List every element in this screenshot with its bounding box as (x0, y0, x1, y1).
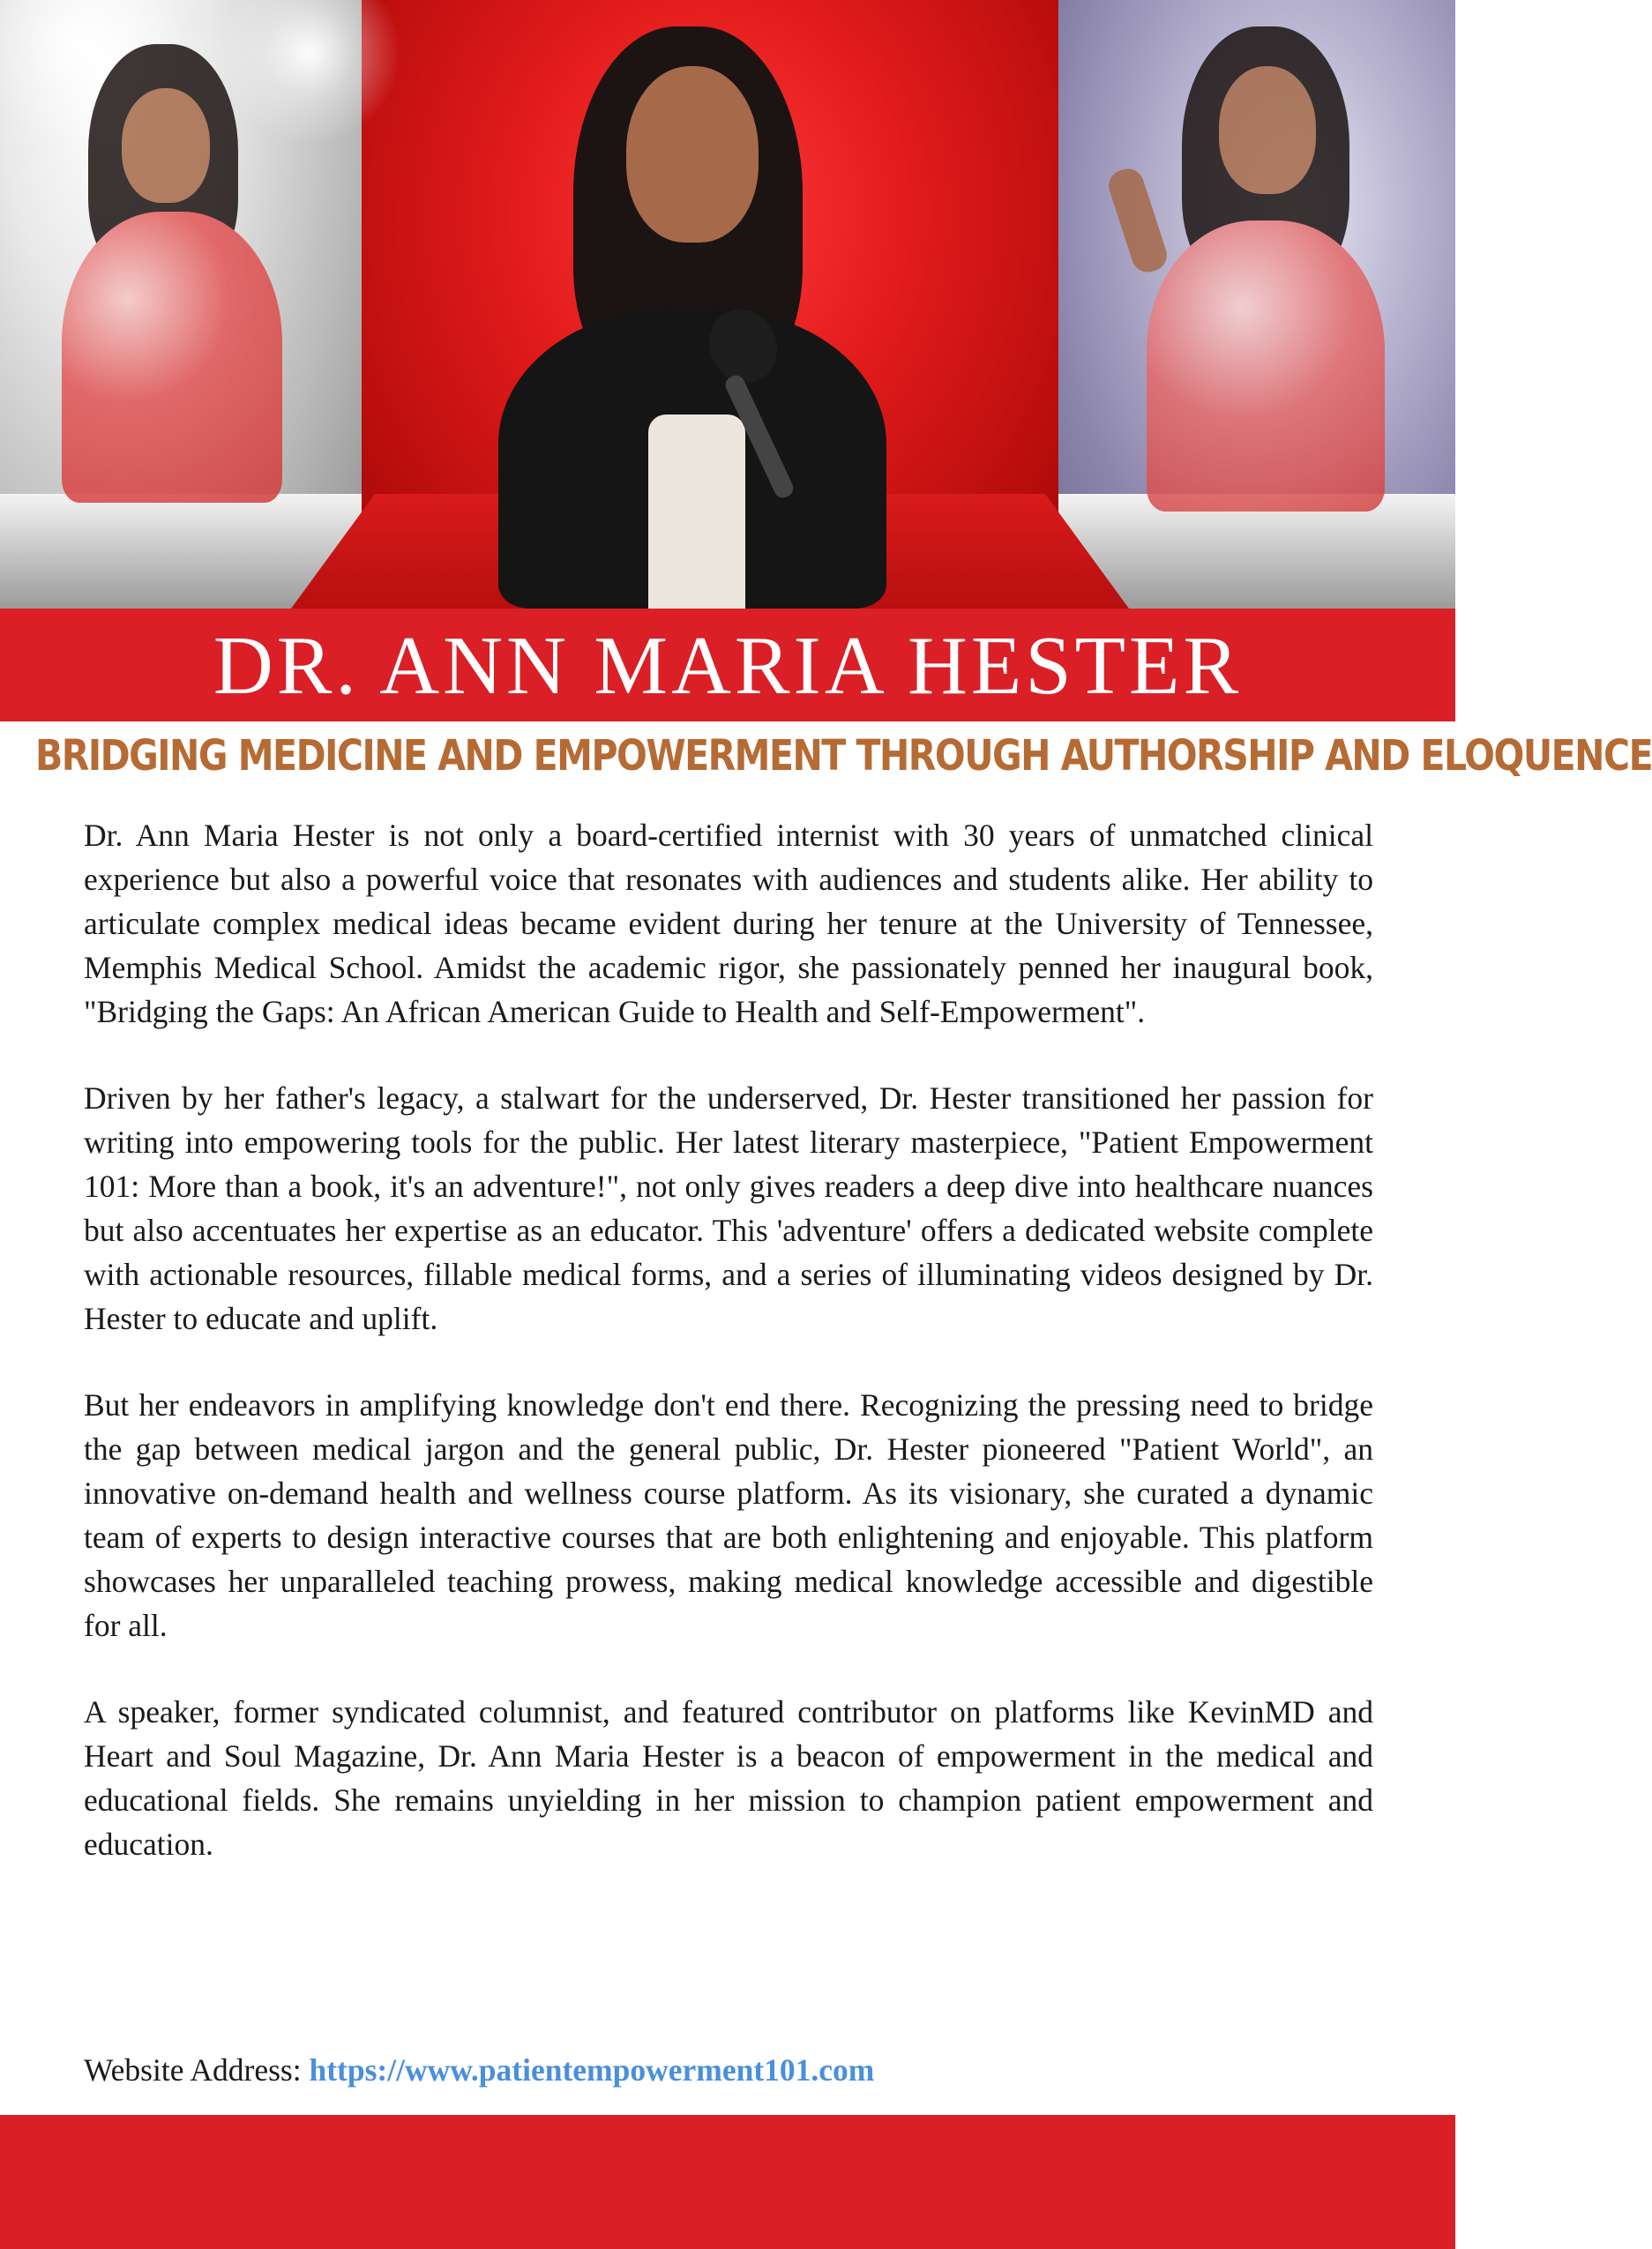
bio-paragraph: Dr. Ann Maria Hester is not only a board-certified internist with 30 years of unmatched clinical experience but also a powerful voice that resonates with audiences and students alike. Her ability to articulate complex medical ideas became evident during her tenure at the University of Tennessee, Memphis Medical School. Amidst the academic rigor, she passionately penned her inaugural book, "Bridging the Gaps: An African American Guide to Health and Self-Empowerment". (84, 818, 1373, 1029)
bio-paragraph: Driven by her father's legacy, a stalwart for the underserved, Dr. Hester transitioned her passion for writing into empowering tools for the public. Her latest literary masterpiece, "Patient Empowerment 101: More than a book, it's an adventure!", not only gives readers a deep dive into healthcare nuances but also accentuates her expertise as an educator. This 'adventure' offers a dedicated website complete with actionable resources, fillable medical forms, and a series of illuminating videos designed by Dr. Hester to educate and uplift. (84, 1080, 1373, 1336)
website-link[interactable]: https://www.patientempowerment101.com (309, 2052, 875, 2088)
bio-section (84, 813, 1373, 1909)
hero-banner (0, 0, 1455, 609)
website-label: Website Address: (84, 2052, 302, 2088)
portrait-center (490, 18, 913, 609)
website-line (84, 2048, 874, 2092)
footer-band (0, 2115, 1455, 2249)
tagline: BRIDGING MEDICINE AND EMPOWERMENT THROUGH AUTHORSHIP AND ELOQUENCE (35, 730, 1652, 781)
portrait-right (1120, 18, 1411, 512)
portrait-left (53, 35, 318, 503)
page-title: DR. ANN MARIA HESTER (213, 620, 1243, 712)
bio-paragraph: A speaker, former syndicated columnist, and featured contributor on platforms like KevinMD and Heart and Soul Magazine, Dr. Ann Maria Hester is a beacon of empowerment in the medical and educational fields. She remains unyielding in her mission to champion patient empowerment and education. (84, 1694, 1373, 1862)
bio-paragraph: But her endeavors in amplifying knowledge don't end there. Recognizing the pressing need to bridge the gap between medical jargon and the general public, Dr. Hester pioneered "Patient World", an innovative on-demand health and wellness course platform. As its visionary, she curated a dynamic team of experts to design interactive courses that are both enlightening and enjoyable. This platform showcases her unparalleled teaching prowess, making medical knowledge accessible and digestible for all. (84, 1387, 1373, 1643)
